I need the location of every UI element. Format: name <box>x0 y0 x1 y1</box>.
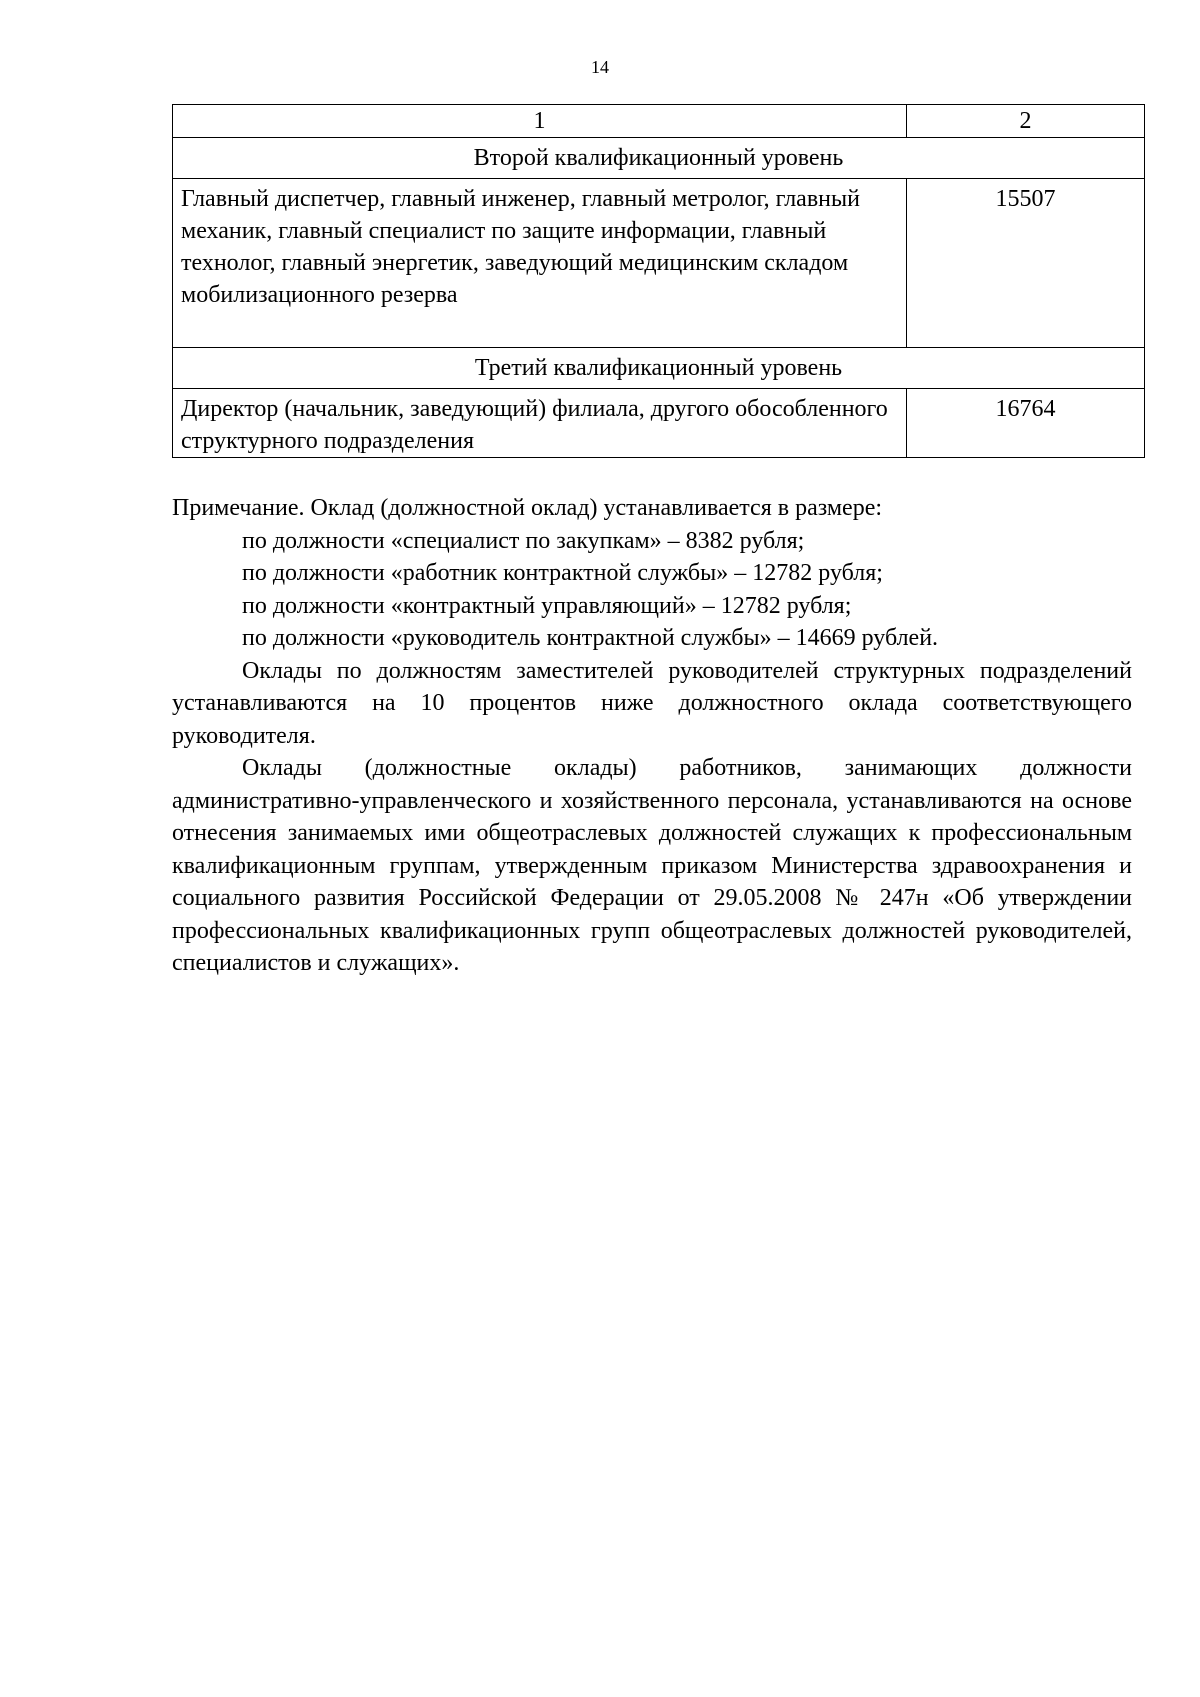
column-header-2: 2 <box>907 105 1145 138</box>
table-row <box>173 179 1145 348</box>
note-paragraph: Оклады по должностям заместителей руководителей структурных подразделений устанавливаются на 10 процентов ниже должностного оклада соответствующего руководителя. <box>172 657 1132 749</box>
note-block <box>172 492 1132 980</box>
page-number: 14 <box>591 57 609 77</box>
note-item: по должности «руководитель контрактной службы» – 14669 рублей. <box>242 625 939 651</box>
position-cell: Директор (начальник, заведующий) филиала, другого обособленного структурного подразделения <box>173 389 907 458</box>
salary-value-cell: 15507 <box>907 179 1145 348</box>
table-header-row <box>173 105 1145 138</box>
note-paragraph: Оклады (должностные оклады) работников, занимающих должности административно-управленческого и хозяйственного персонала, устанавливаются на основе отнесения занимаемых ими общеотраслевых должностей служащих к профессиональным квалификационным группам, утвержденным приказом Министерства здравоохранения и социального развития Российской Федерации от 29.05.2008 № 247н «Об утверждении профессиональных квалификационных групп общеотраслевых должностей руководителей, специалистов и служащих». <box>172 755 1132 976</box>
qualification-level-heading: Второй квалификационный уровень <box>173 138 1145 179</box>
salary-value-cell: 16764 <box>907 389 1145 458</box>
qualification-level-row <box>173 138 1145 179</box>
note-item: по должности «специалист по закупкам» – 8382 рубля; <box>242 527 805 554</box>
position-cell: Главный диспетчер, главный инженер, главный метролог, главный механик, главный специалист по защите информации, главный технолог, главный энергетик, заведующий медицинским складом мобилизационного резерва <box>173 179 907 348</box>
note-item: по должности «контрактный управляющий» – 12782 рубля; <box>242 592 852 619</box>
qualification-level-heading: Третий квалификационный уровень <box>173 348 1145 389</box>
note-item: по должности «работник контрактной службы» – 12782 рубля; <box>242 560 883 586</box>
qualification-level-row <box>173 348 1145 389</box>
column-header-1: 1 <box>173 105 907 138</box>
salary-table <box>172 104 1145 458</box>
table-row <box>173 389 1145 458</box>
note-intro: Примечание. Оклад (должностной оклад) устанавливается в размере: <box>172 495 883 521</box>
